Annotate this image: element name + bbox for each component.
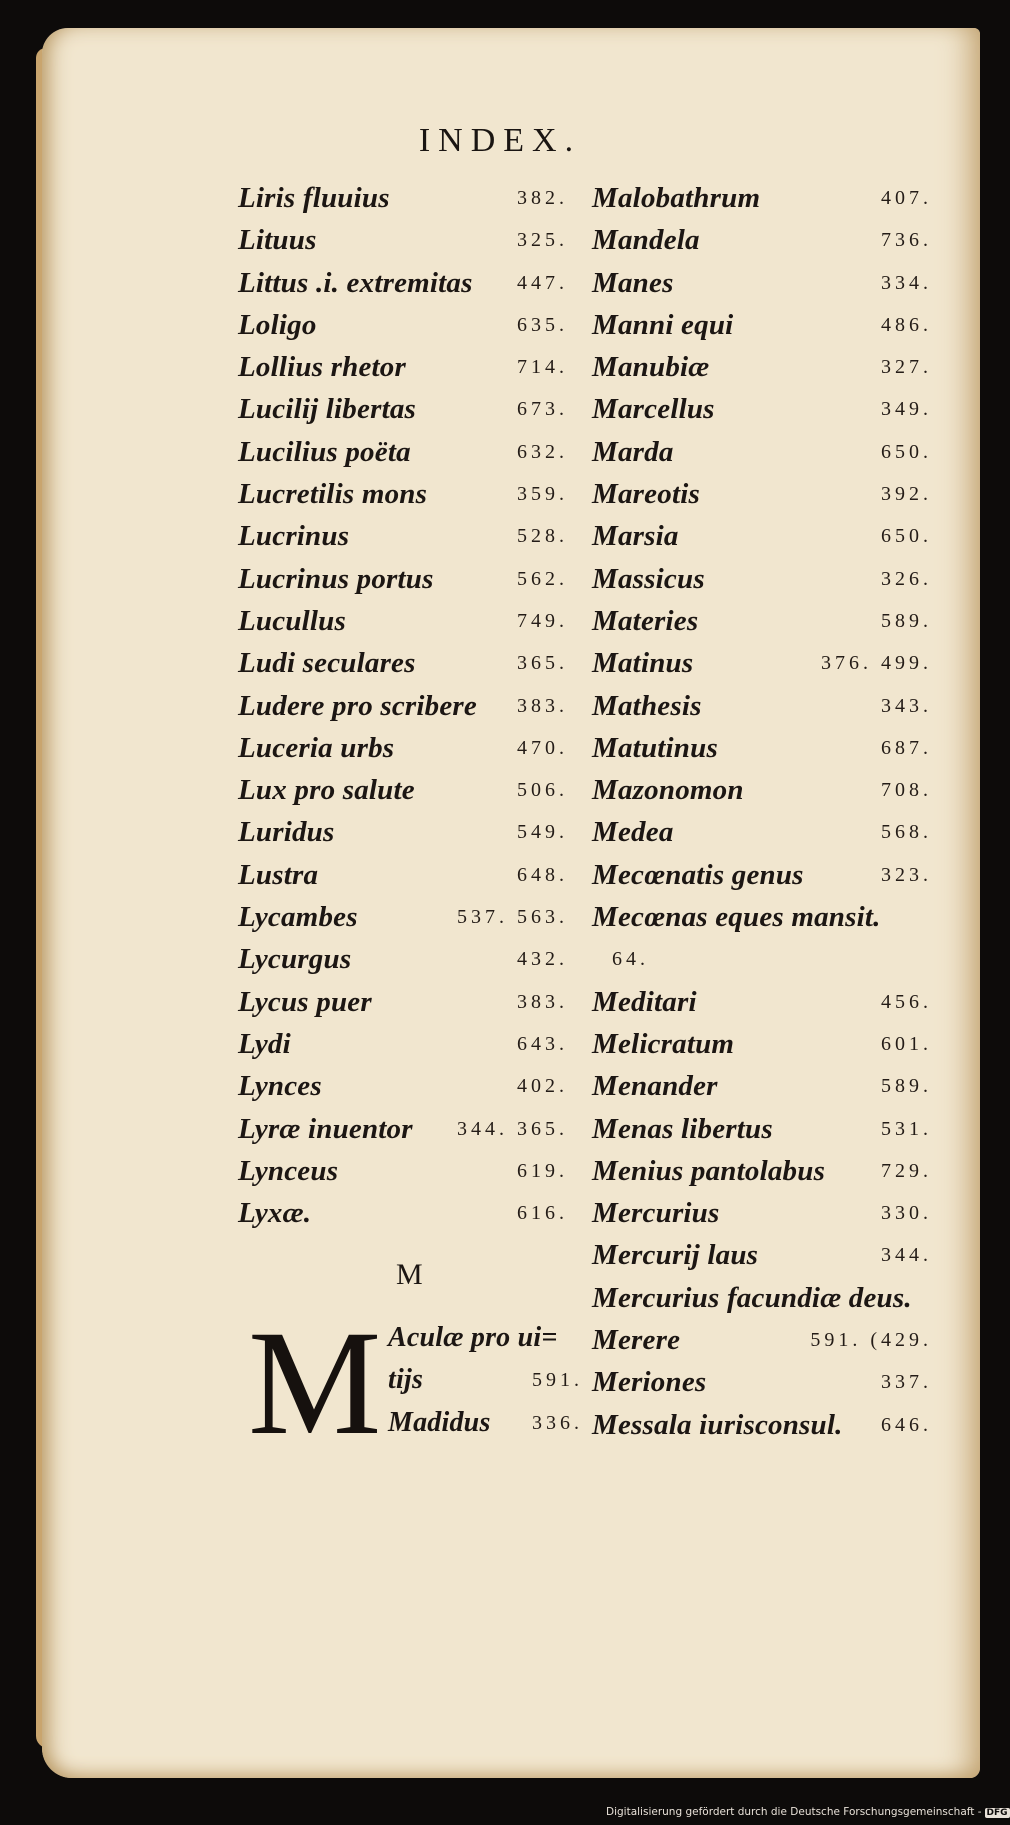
index-entry: [592, 262, 932, 304]
index-term: Lucilius poëta: [238, 435, 411, 468]
page-number: 687.: [881, 736, 932, 759]
page-number: 650.: [881, 440, 932, 463]
index-entry: [238, 769, 568, 811]
index-entry: [592, 811, 932, 853]
index-term: Aculæ pro ui=: [388, 1322, 558, 1353]
page-number: 531.: [881, 1117, 932, 1140]
page-number: 392.: [881, 483, 932, 506]
index-term: Marda: [592, 435, 674, 468]
index-term: Lucullus: [238, 604, 346, 637]
page-number: 486.: [881, 313, 932, 336]
page-number: 589.: [881, 1075, 932, 1098]
index-term: Lituus: [238, 224, 317, 257]
index-term: Lucrinus: [238, 520, 350, 553]
m-entries: [388, 1317, 583, 1444]
index-term: Meditari: [592, 985, 697, 1018]
index-term: Lycus puer: [238, 985, 372, 1018]
page-number: 326.: [881, 567, 932, 590]
index-column-left: [238, 177, 568, 1234]
page-number: 407.: [881, 187, 932, 209]
page-number: 327.: [881, 356, 932, 379]
index-term: Liris fluuius: [238, 182, 390, 214]
index-entry: [592, 769, 932, 811]
page-number: 537. 563.: [457, 906, 568, 929]
page-number: 619.: [517, 1159, 568, 1182]
index-entry: [592, 1404, 932, 1446]
index-term: Luridus: [238, 816, 335, 849]
index-entry: [592, 219, 932, 261]
page-number: 648.: [517, 863, 568, 886]
index-term: Mandela: [592, 224, 700, 257]
index-entry: [238, 515, 568, 557]
index-entry: [592, 600, 932, 642]
index-term: Lustra: [238, 858, 319, 891]
index-term: Loligo: [238, 308, 317, 341]
index-entry: [238, 262, 568, 304]
index-term: Lux pro salute: [238, 774, 415, 807]
index-entry: [592, 1277, 932, 1319]
index-term: tijs: [388, 1364, 424, 1396]
index-entry: [592, 854, 932, 896]
page-number: 432.: [517, 948, 568, 971]
index-term: Lycambes: [238, 901, 358, 934]
index-entry: [388, 1402, 583, 1444]
index-entry: [592, 346, 932, 388]
index-term: Ludi seculares: [238, 647, 416, 680]
page-number: 330.: [881, 1202, 932, 1225]
page-number: 591.: [532, 1369, 583, 1392]
footer-text: Digitalisierung gefördert durch die Deutsche Forschungsgemeinschaft -: [606, 1806, 982, 1818]
index-term: Merere: [592, 1324, 681, 1357]
index-term: Lucrinus portus: [238, 562, 434, 595]
page-number: 359.: [517, 483, 568, 506]
page-number: 646.: [881, 1413, 932, 1436]
page-number: 714.: [517, 356, 568, 379]
index-entry: [592, 1319, 932, 1361]
index-column-right: [592, 177, 932, 1446]
page-number: 349.: [881, 398, 932, 421]
page-number: 589.: [881, 609, 932, 632]
page-number: 402.: [517, 1075, 568, 1098]
index-entry: [238, 1192, 568, 1234]
index-entry: [592, 1361, 932, 1403]
page-number: 336.: [532, 1411, 583, 1434]
index-term: Menander: [592, 1070, 718, 1103]
index-entry: [592, 431, 932, 473]
index-entry: [592, 727, 932, 769]
index-term: Ludere pro scribere: [238, 689, 477, 722]
section-letter: M: [396, 1258, 423, 1291]
page-number: 325.: [517, 229, 568, 252]
index-term: Lynceus: [238, 1154, 339, 1187]
index-term: Mercurius facundiæ deus.: [592, 1281, 912, 1314]
index-entry: [238, 1023, 568, 1065]
index-entry: [592, 388, 932, 430]
page-number: 562.: [517, 567, 568, 590]
index-entry: [238, 938, 568, 980]
page-number: 736.: [881, 229, 932, 252]
page-number: 549.: [517, 821, 568, 844]
index-entry: [592, 177, 932, 219]
page-number: 591. (429.: [810, 1329, 932, 1352]
index-entry: [388, 1359, 583, 1401]
index-term: Mecœnas eques mansit.: [592, 901, 881, 934]
index-term: Madidus: [388, 1406, 491, 1438]
index-term: Massicus: [592, 562, 705, 595]
index-term: Lucilij libertas: [238, 393, 417, 426]
page-number: 643.: [517, 1032, 568, 1055]
index-term: Lollius rhetor: [238, 351, 406, 384]
index-entry: [238, 981, 568, 1023]
index-entry: [238, 727, 568, 769]
index-entry: [592, 558, 932, 600]
index-entry: [592, 1192, 932, 1234]
index-entry: [592, 515, 932, 557]
index-term: Luceria urbs: [238, 731, 395, 764]
index-term: Manni equi: [592, 308, 734, 341]
index-entry: [238, 1108, 568, 1150]
index-term: Marcellus: [592, 393, 715, 426]
page-number: 334.: [881, 271, 932, 294]
dfg-logo: DFG: [986, 1808, 1008, 1818]
page-number: 447.: [517, 271, 568, 294]
index-entry: [238, 1150, 568, 1192]
index-term: Lynces: [238, 1070, 322, 1103]
page-number: 343.: [881, 694, 932, 717]
index-entry: [592, 981, 932, 1023]
index-entry: [592, 1150, 932, 1192]
index-term: Mercurius: [592, 1197, 720, 1230]
index-entry: [592, 685, 932, 727]
index-entry: [238, 1065, 568, 1107]
page-number: 616.: [517, 1202, 568, 1225]
index-entry: [238, 346, 568, 388]
index-entry: [592, 1234, 932, 1276]
page-number: 650.: [881, 525, 932, 548]
page-number: 749.: [517, 609, 568, 632]
page-number: 568.: [881, 821, 932, 844]
index-entry: [238, 177, 568, 219]
page-number: 365.: [517, 652, 568, 675]
index-term: Manubiæ: [592, 351, 710, 384]
page-number: 673.: [517, 398, 568, 421]
page-number: 729.: [881, 1159, 932, 1182]
page-number: 344. 365.: [457, 1117, 568, 1140]
index-term: Malobathrum: [592, 182, 761, 214]
index-term: Meriones: [592, 1366, 707, 1399]
index-term: Mazonomon: [592, 774, 744, 807]
index-entry: [238, 896, 568, 938]
index-term: Medea: [592, 816, 674, 849]
index-term: Lycurgus: [238, 943, 352, 976]
index-term: Manes: [592, 266, 674, 299]
index-entry: [238, 473, 568, 515]
page-number: 323.: [881, 863, 932, 886]
index-entry: [592, 642, 932, 684]
index-term: Mercurij laus: [592, 1239, 759, 1272]
page-number: 470.: [517, 736, 568, 759]
index-entry: [238, 685, 568, 727]
page-number: 344.: [881, 1244, 932, 1267]
index-entry: [238, 219, 568, 261]
index-term: Mecœnatis genus: [592, 858, 804, 891]
index-entry: [238, 600, 568, 642]
index-entry: [238, 304, 568, 346]
page-number: 506.: [517, 779, 568, 802]
page-number: 635.: [517, 313, 568, 336]
page-number: 456.: [881, 990, 932, 1013]
index-term: Lucretilis mons: [238, 478, 428, 511]
index-term: Marsia: [592, 520, 679, 553]
index-term: Melicratum: [592, 1027, 735, 1060]
index-entry: [592, 1065, 932, 1107]
index-term: Mathesis: [592, 689, 702, 722]
index-term: Matutinus: [592, 731, 718, 764]
index-entry: [388, 1317, 583, 1359]
index-term: Littus .i. extremitas: [238, 266, 473, 299]
index-term: Messala iurisconsul.: [592, 1408, 843, 1441]
digitization-footer: [606, 1806, 1010, 1818]
index-entry: [592, 938, 932, 980]
index-entry: [238, 642, 568, 684]
index-term: Lyxæ.: [238, 1197, 312, 1230]
page-number: 383.: [517, 694, 568, 717]
index-entry: [238, 558, 568, 600]
page-number: 376. 499.: [821, 652, 932, 675]
index-term: Lyræ inuentor: [238, 1112, 413, 1145]
index-entry: [592, 1023, 932, 1065]
drop-cap: M: [248, 1300, 382, 1466]
index-entry: [238, 811, 568, 853]
index-term: Mareotis: [592, 478, 700, 511]
page-number: 528.: [517, 525, 568, 548]
index-entry: [592, 304, 932, 346]
page-number: 632.: [517, 440, 568, 463]
index-entry: [238, 388, 568, 430]
index-term: Lydi: [238, 1027, 291, 1060]
page-number: 337.: [881, 1371, 932, 1394]
index-entry: [592, 1108, 932, 1150]
index-term: Materies: [592, 604, 699, 637]
page-header: INDEX.: [418, 122, 582, 159]
index-entry: [592, 473, 932, 515]
page-number: 601.: [881, 1032, 932, 1055]
index-term: Matinus: [592, 647, 694, 680]
page-number: 382.: [517, 187, 568, 209]
page-number: 383.: [517, 990, 568, 1013]
index-entry: [238, 854, 568, 896]
index-term: Menius pantolabus: [592, 1154, 826, 1187]
page-number: 64.: [612, 948, 649, 971]
index-entry: [592, 896, 932, 938]
index-term: Menas libertus: [592, 1112, 773, 1145]
page-number: 708.: [881, 779, 932, 802]
index-entry: [238, 431, 568, 473]
